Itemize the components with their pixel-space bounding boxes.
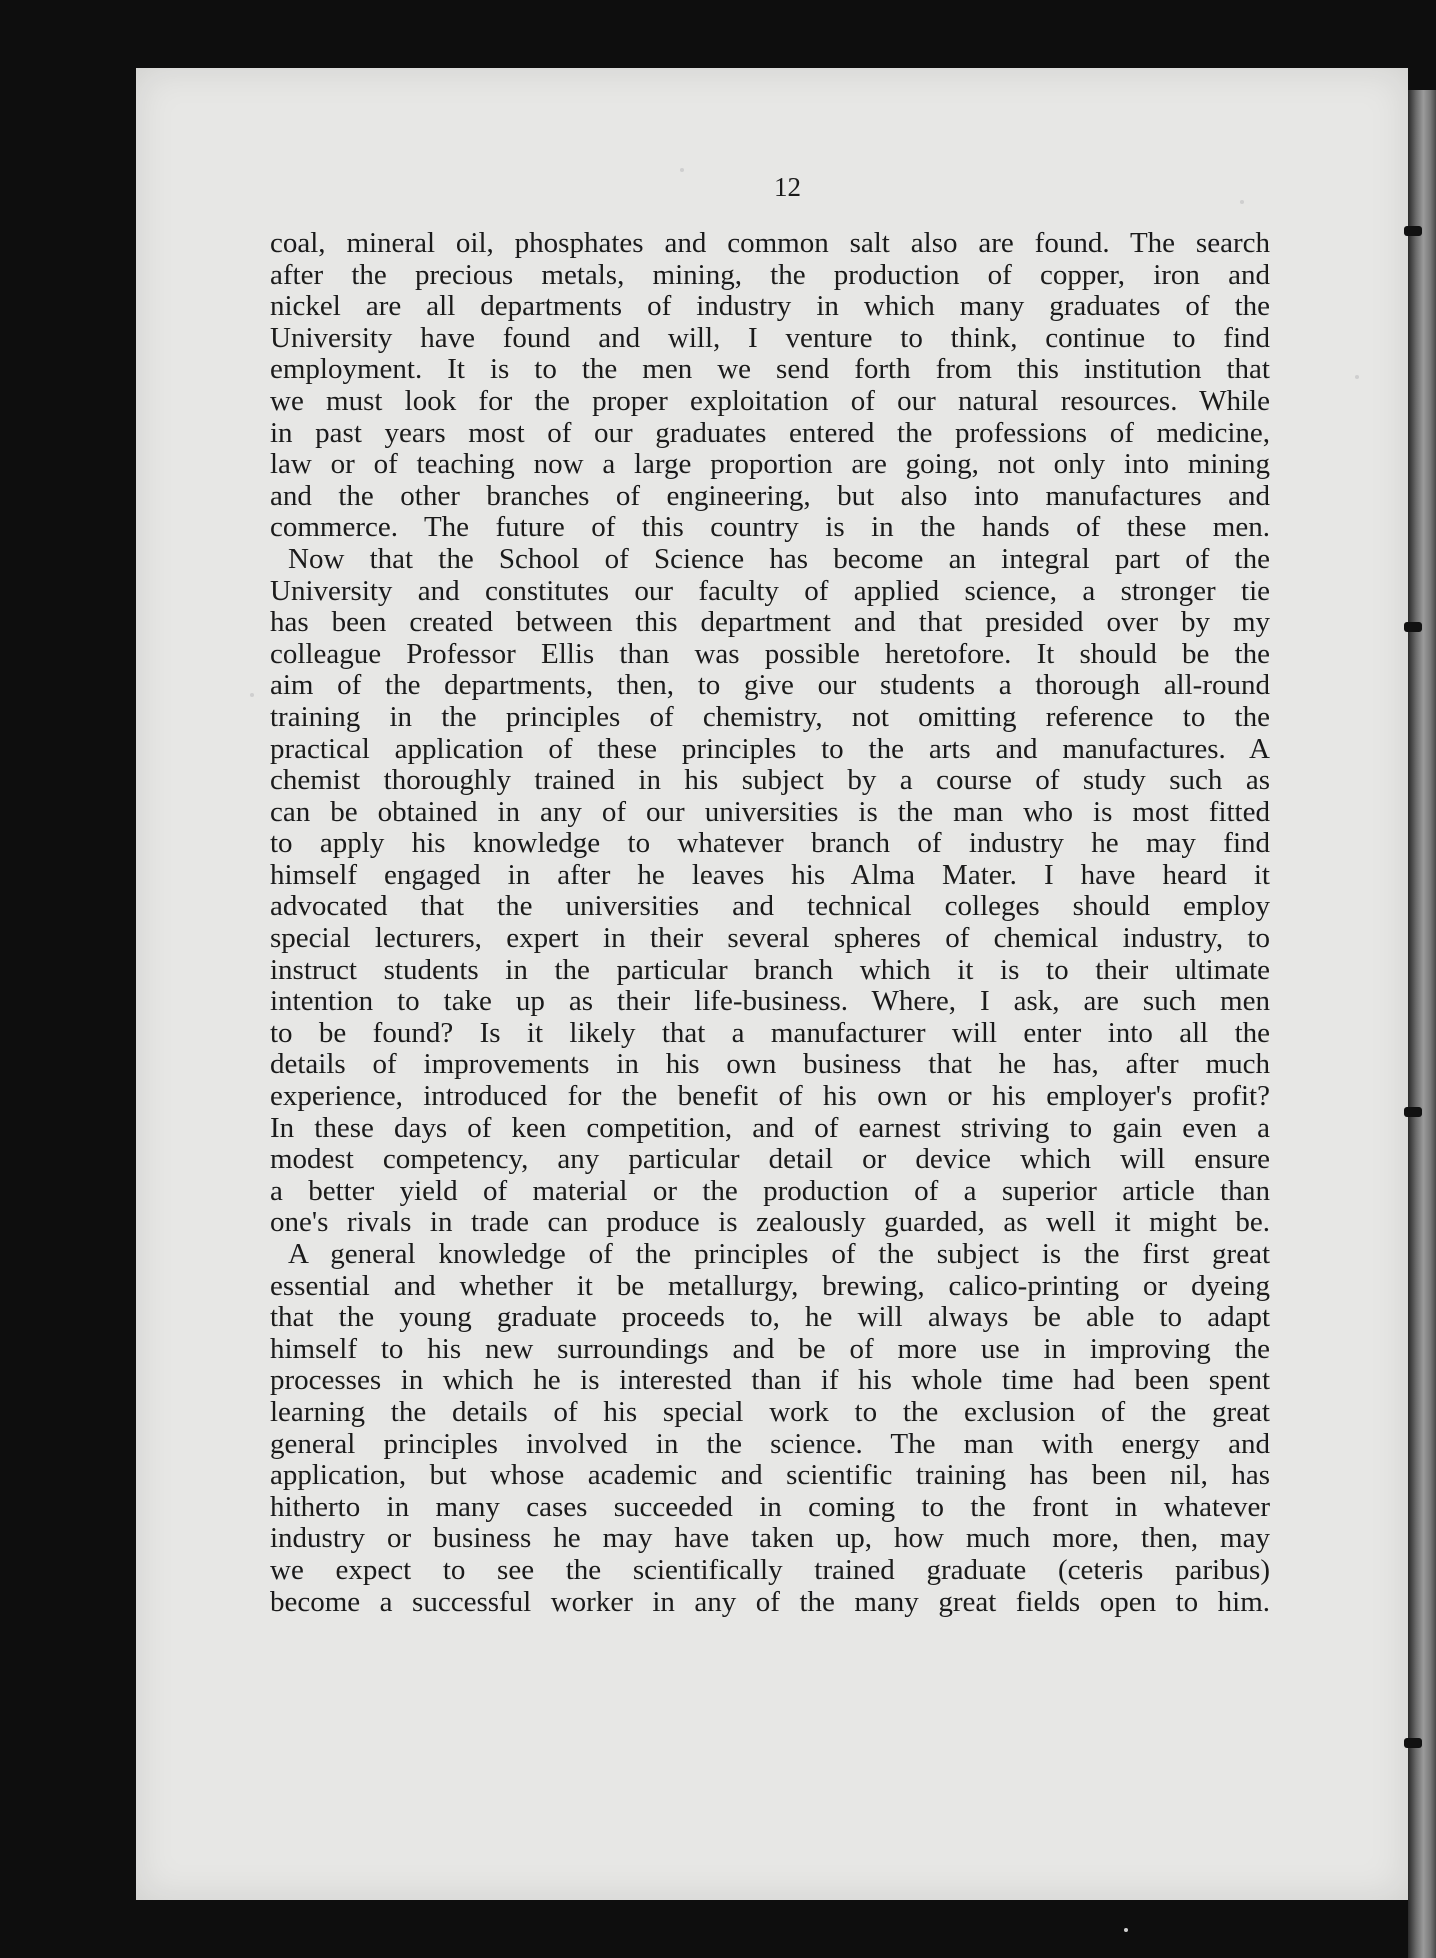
text-line: has been created between this department and that presided over by my <box>270 607 1270 639</box>
text-line: commerce. The future of this country is in the hands of these men. <box>270 512 1270 544</box>
scan-speck <box>250 693 254 697</box>
text-line: one's rivals in trade can produce is zealously guarded, as well it might be. <box>270 1207 1270 1239</box>
text-line: general principles involved in the science. The man with energy and <box>270 1428 1270 1460</box>
binding-mark <box>1404 622 1422 632</box>
text-line: we expect to see the scientifically trained graduate (ceteris paribus) <box>270 1554 1270 1586</box>
text-line: special lecturers, expert in their several spheres of chemical industry, to <box>270 923 1270 955</box>
text-line: in past years most of our graduates entered the professions of medicine, <box>270 417 1270 449</box>
scan-speck <box>1355 375 1359 379</box>
text-line: we must look for the proper exploitation of our natural resources. While <box>270 385 1270 417</box>
text-line: a better yield of material or the production of a superior article than <box>270 1175 1270 1207</box>
text-line: and the other branches of engineering, but also into manufactures and <box>270 480 1270 512</box>
text-line: colleague Professor Ellis than was possible heretofore. It should be the <box>270 638 1270 670</box>
text-line: to be found? Is it likely that a manufacturer will enter into all the <box>270 1017 1270 1049</box>
page-binding-edge <box>1408 90 1436 1958</box>
text-line: A general knowledge of the principles of the subject is the first great <box>288 1239 1270 1270</box>
text-line: advocated that the universities and technical colleges should employ <box>270 891 1270 923</box>
text-line: intention to take up as their life-business. Where, I ask, are such men <box>270 986 1270 1018</box>
text-line: University have found and will, I venture to think, continue to find <box>270 322 1270 354</box>
body-text <box>270 228 1270 1618</box>
text-line: practical application of these principles to the arts and manufactures. A <box>270 733 1270 765</box>
scan-speck <box>1240 200 1244 204</box>
text-line: that the young graduate proceeds to, he will always be able to adapt <box>270 1302 1270 1334</box>
text-line: chemist thoroughly trained in his subject by a course of study such as <box>270 765 1270 797</box>
text-line: Now that the School of Science has become an integral part of the <box>288 543 1270 575</box>
scan-speck <box>1124 1928 1128 1932</box>
text-line: law or of teaching now a large proportion are going, not only into mining <box>270 449 1270 481</box>
text-line: to apply his knowledge to whatever branch of industry he may find <box>270 828 1270 860</box>
binding-mark <box>1404 226 1422 236</box>
binding-mark <box>1404 1107 1422 1117</box>
text-line: details of improvements in his own business that he has, after much <box>270 1049 1270 1081</box>
binding-mark <box>1404 1738 1422 1748</box>
page-number: 12 <box>774 172 801 202</box>
text-line: coal, mineral oil, phosphates and common salt also are found. The search <box>270 228 1270 259</box>
text-line: learning the details of his special work to the exclusion of the great <box>270 1396 1270 1428</box>
text-line: processes in which he is interested than if his whole time had been spent <box>270 1365 1270 1397</box>
text-line: himself engaged in after he leaves his Alma Mater. I have heard it <box>270 859 1270 891</box>
text-line: instruct students in the particular branch which it is to their ultimate <box>270 954 1270 986</box>
text-line: industry or business he may have taken up, how much more, then, may <box>270 1523 1270 1555</box>
text-line: employment. It is to the men we send forth from this institution that <box>270 354 1270 386</box>
text-line: training in the principles of chemistry, not omitting reference to the <box>270 701 1270 733</box>
text-line: can be obtained in any of our universities is the man who is most fitted <box>270 796 1270 828</box>
text-line: experience, introduced for the benefit of his own or his employer's profit? <box>270 1081 1270 1113</box>
text-line: essential and whether it be metallurgy, brewing, calico-printing or dyeing <box>270 1270 1270 1302</box>
text-line: nickel are all departments of industry in which many graduates of the <box>270 291 1270 323</box>
text-line: aim of the departments, then, to give our students a thorough all-round <box>270 670 1270 702</box>
text-line: modest competency, any particular detail or device which will ensure <box>270 1144 1270 1176</box>
text-line: application, but whose academic and scientific training has been nil, has <box>270 1460 1270 1492</box>
text-line: University and constitutes our faculty of applied science, a stronger tie <box>270 575 1270 607</box>
text-line: himself to his new surroundings and be of more use in improving the <box>270 1333 1270 1365</box>
text-line: hitherto in many cases succeeded in coming to the front in whatever <box>270 1491 1270 1523</box>
text-line: after the precious metals, mining, the production of copper, iron and <box>270 259 1270 291</box>
text-line: In these days of keen competition, and of earnest striving to gain even a <box>270 1112 1270 1144</box>
scan-speck <box>680 168 684 172</box>
text-line: become a successful worker in any of the many great fields open to him. <box>270 1586 1270 1618</box>
